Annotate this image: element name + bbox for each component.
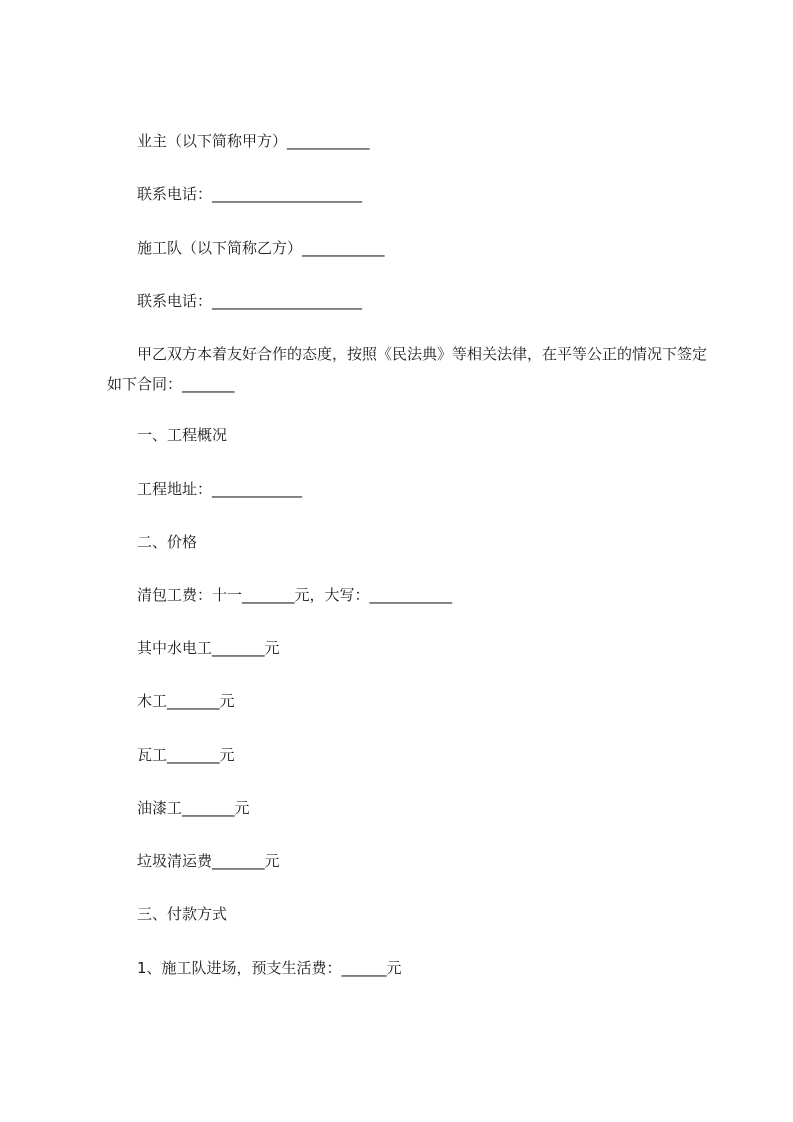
tiling-line: 瓦工_______元	[137, 746, 235, 764]
section-1-title: 一、工程概况	[137, 426, 228, 444]
section-2-title: 二、价格	[137, 533, 198, 551]
carpentry-line: 木工_______元	[137, 692, 235, 710]
painting-line: 油漆工_______元	[137, 799, 250, 817]
project-address-line: 工程地址：____________	[137, 480, 303, 498]
intro-paragraph: 甲乙双方本着友好合作的态度，按照《民法典》等相关法律，在平等公正的情况下签定如下合同：_______	[107, 345, 708, 393]
owner-phone-line: 联系电话：____________________	[137, 185, 363, 203]
owner-line: 业主（以下简称甲方）___________	[137, 132, 370, 150]
construction-team-line: 施工队（以下简称乙方）___________	[137, 239, 385, 257]
plumbing-electrical-line: 其中水电工_______元	[137, 639, 280, 657]
labor-fee-line: 清包工费：十一_______元，大写：___________	[137, 586, 453, 604]
garbage-removal-line: 垃圾清运费_______元	[137, 852, 280, 870]
payment-item-1-line: 1、施工队进场，预支生活费：______元	[137, 959, 402, 977]
team-phone-line: 联系电话：____________________	[137, 292, 363, 310]
section-3-title: 三、付款方式	[137, 905, 228, 923]
